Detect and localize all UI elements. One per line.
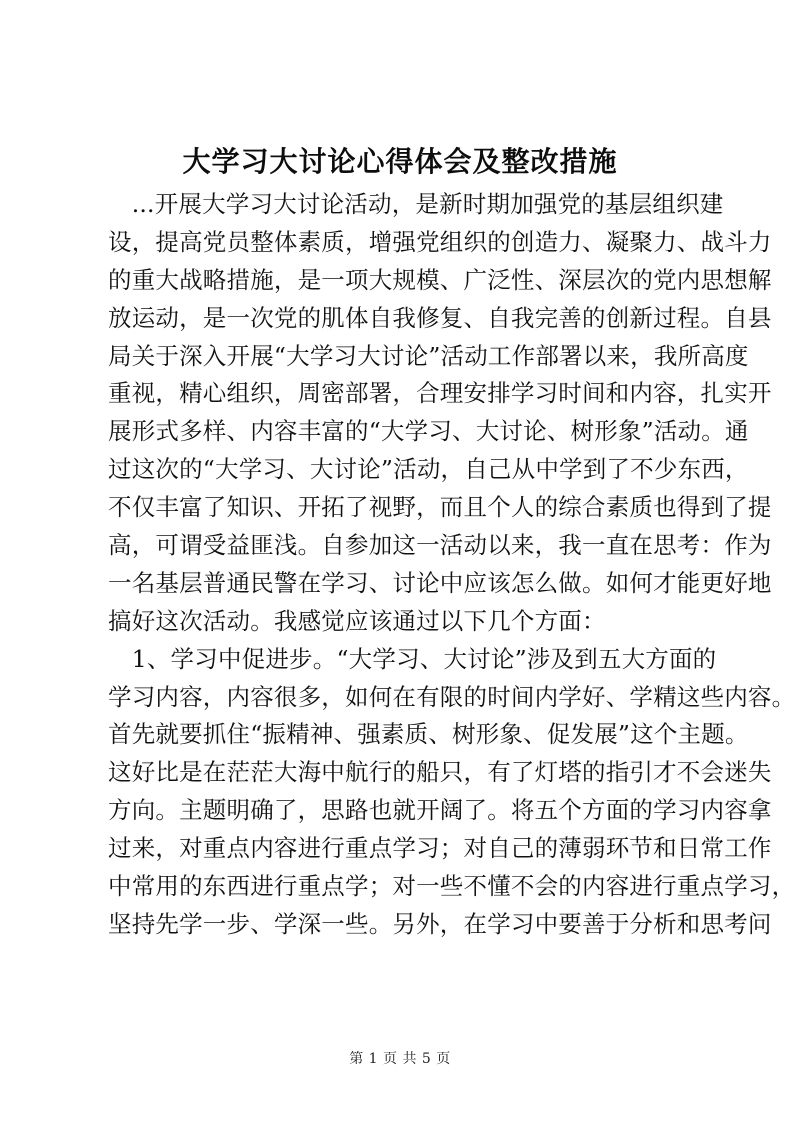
document-body (108, 186, 796, 944)
body-line: 设，提高党员整体素质，增强党组织的创造力、凝聚力、战斗力 (108, 227, 772, 256)
body-line: 不仅丰富了知识、开拓了视野，而且个人的综合素质也得到了提 (108, 493, 772, 522)
body-line: 局关于深入开展“大学习大讨论”活动工作部署以来，我所高度 (108, 341, 749, 370)
body-line: 过来，对重点内容进行重点学习；对自己的薄弱环节和日常工作 (108, 834, 772, 863)
page-footer: 第 1 页 共 5 页 (349, 1051, 451, 1067)
body-line: 一名基层普通民警在学习、讨论中应该怎么做。如何才能更好地 (108, 568, 772, 597)
body-line: 这好比是在茫茫大海中航行的船只，有了灯塔的指引才不会迷失 (108, 758, 772, 787)
body-line: 方向。主题明确了，思路也就开阔了。将五个方面的学习内容拿 (108, 796, 772, 825)
body-line: 中常用的东西进行重点学；对一些不懂不会的内容进行重点学习， (108, 872, 796, 901)
body-line: 放运动，是一次党的肌体自我修复、自我完善的创新过程。自县 (108, 303, 772, 332)
body-line: 的重大战略措施，是一项大规模、广泛性、深层次的党内思想解 (108, 265, 772, 294)
body-line: 展形式多样、内容丰富的“大学习、大讨论、树形象”活动。通 (108, 417, 749, 446)
body-line: 1、学习中促进步。“大学习、大讨论”涉及到五大方面的 (108, 644, 717, 673)
body-line: 重视，精心组织，周密部署，合理安排学习时间和内容，扎实开 (108, 379, 772, 408)
body-line: 学习内容，内容很多，如何在有限的时间内学好、学精这些内容。 (108, 682, 796, 711)
document-title: 大学习大讨论心得体会及整改措施 (182, 145, 618, 178)
body-line: 搞好这次活动。我感觉应该通过以下几个方面： (108, 606, 606, 635)
body-line: 过这次的“大学习、大讨论”活动，自己从中学到了不少东西， (108, 455, 749, 484)
body-line: 坚持先学一步、学深一些。另外，在学习中要善于分析和思考问 (108, 909, 772, 938)
body-line: 首先就要抓住“振精神、强素质、树形象、促发展”这个主题。 (108, 720, 749, 749)
body-line: 高，可谓受益匪浅。自参加这一活动以来，我一直在思考：作为 (108, 531, 772, 560)
body-line: ...开展大学习大讨论活动，是新时期加强党的基层组织建 (108, 190, 724, 218)
